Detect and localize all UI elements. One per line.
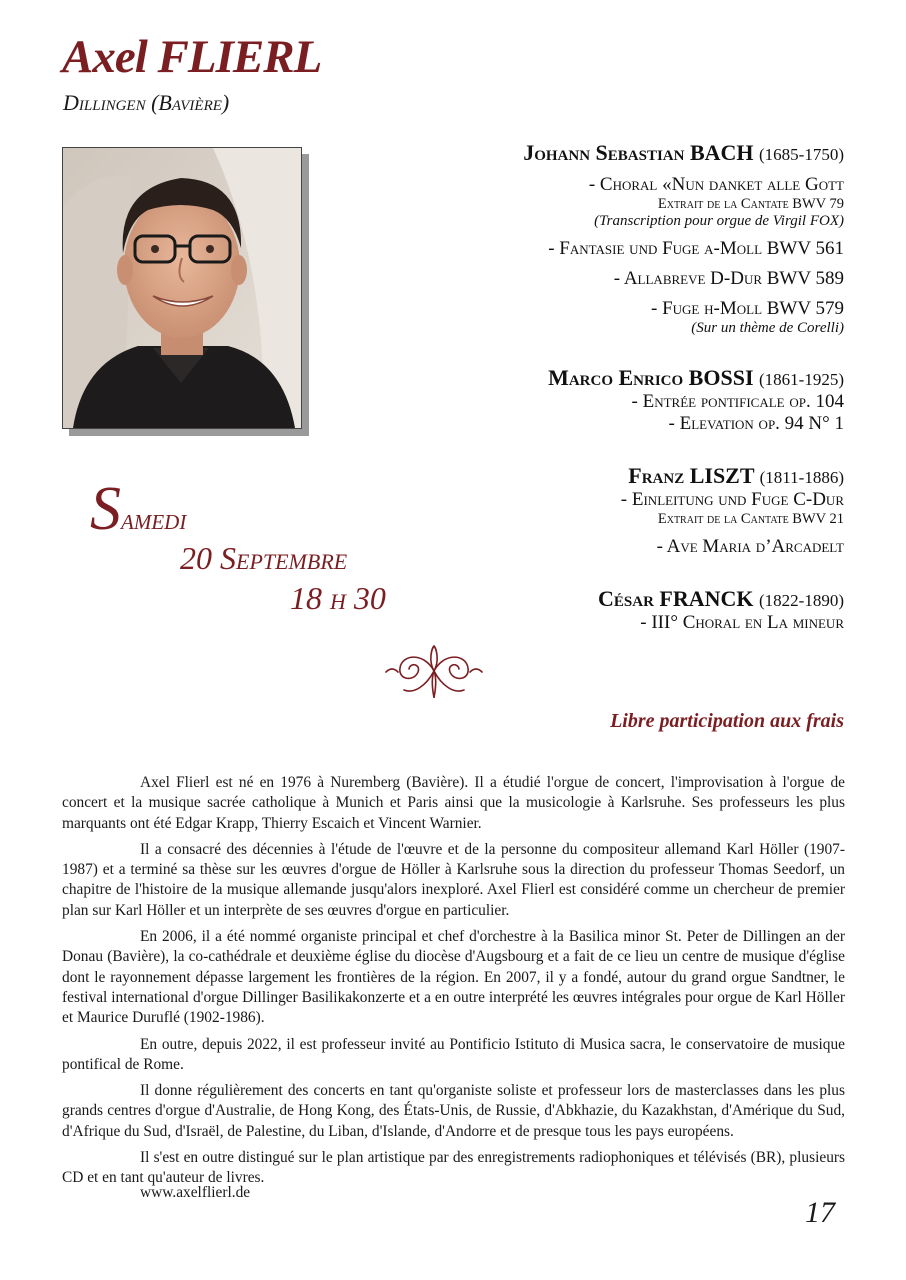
composer-dates: (1861-1925) [759, 370, 844, 389]
day-initial: S [90, 475, 121, 543]
portrait-image [63, 148, 301, 428]
piece-title: - Fuge h-Moll BWV 579 [651, 298, 844, 319]
day-rest: amedi [121, 503, 187, 536]
piece-title: - Elevation op. 94 N° 1 [668, 413, 844, 434]
performer-name: Axel FLIERL [62, 31, 322, 83]
piece-title: - Allabreve D-Dur BWV 589 [613, 268, 844, 289]
bio-paragraph: En outre, depuis 2022, il est professeur invité au Pontificio Istituto di Musica sacra, le conservatoire de musique pontifical de Rome. [62, 1035, 845, 1073]
bio-paragraph: Axel Flierl est né en 1976 à Nuremberg (Bavière). Il a étudié l'orgue de concert, l'improvisation à l'orgue de concert et la musique sacrée catholique à Munich et Paris ainsi que la musicologie à Karlsruhe. Ses professeurs les plus marquants ont été Edgar Krapp, Thierry Escaich et Vincent Warnier. [62, 774, 845, 832]
piece-note: (Transcription pour orgue de Virgil FOX) [594, 213, 844, 229]
piece-title: - Entrée pontificale op. 104 [631, 391, 844, 412]
composer-name: Marco Enrico BOSSI [548, 365, 754, 390]
composer-name: Johann Sebastian BACH [523, 140, 754, 165]
flourish-ornament-icon [384, 642, 484, 700]
bio-paragraph: En 2006, il a été nommé organiste principal et chef d'orchestre à la Basilica minor St. Peter de Dillingen an der Donau (Bavière), la co-cathédrale et deuxième église du diocèse d'Augsbourg et a fait de ce lieu un centre de musique d'église dont le rayonnement dépasse largement les frontières de la région. En 2007, il y a fondé, autour du grand orgue Sandtner, le festival international d'orgue Dillinger Basilikakonzerte et a en outre interprété les œuvres intégrales pour orgue de Karl Höller et Maurice Duruflé (1902-1986). [62, 928, 845, 1027]
piece-title: - Ave Maria d’Arcadelt [656, 536, 844, 557]
piece-title: - III° Choral en La mineur [640, 612, 844, 633]
composer-dates: (1822-1890) [759, 591, 844, 610]
admission-note: Libre participation aux frais [610, 710, 844, 732]
concert-day [90, 475, 187, 543]
piece-title: - Choral «Nun danket alle Gott [588, 174, 844, 195]
concert-program [424, 140, 844, 634]
performer-photo [62, 147, 302, 429]
website-link[interactable]: www.axelflierl.de [140, 1184, 251, 1201]
concert-time: 18 h 30 [290, 580, 386, 616]
piece-subtitle: Extrait de la Cantate BWV 79 [657, 196, 844, 212]
bio-paragraph: Il donne régulièrement des concerts en tant qu'organiste soliste et professeur lors de masterclasses dans les plus grands centres d'orgue d'Australie, de Hong Kong, des États-Unis, de Russie, d'Abkhazie, du Kazakhstan, d'Amérique du Sud, d'Afrique du Sud, d'Israël, de Palestine, du Liban, d'Islande, d'Andorre et de presque tous les pays européens. [62, 1082, 845, 1140]
composer-heading [424, 365, 844, 391]
bio-paragraph: Il a consacré des décennies à l'étude de l'œuvre et de la personne du compositeur allemand Karl Höller (1907-1987) et a terminé sa thèse sur les œuvres d'orgue de Höller à Karlsruhe sous la direction du professeur Thomas Seedorf, un chapitre de l'histoire de la musique allemande jusqu'alors inexploré. Axel Flierl est considéré comme un chercheur de premier plan sur Karl Höller et un interprète de ses œuvres d'orgue en particulier. [62, 840, 845, 919]
composer-name: César FRANCK [598, 586, 754, 611]
composer-heading [424, 586, 844, 612]
piece-title: - Einleitung und Fuge C-Dur [620, 489, 844, 510]
piece-title: - Fantasie und Fuge a-Moll BWV 561 [548, 238, 844, 259]
page-number: 17 [805, 1196, 835, 1229]
biography [62, 773, 845, 1195]
piece-subtitle: Extrait de la Cantate BWV 21 [657, 511, 844, 527]
composer-dates: (1811-1886) [759, 468, 844, 487]
bio-paragraph: Il s'est en outre distingué sur le plan artistique par des enregistrements radiophoniques et télévisés (BR), plusieurs CD et en tant qu'auteur de livres. [62, 1149, 845, 1187]
composer-heading [424, 463, 844, 489]
composer-dates: (1685-1750) [759, 145, 844, 164]
piece-note: (Sur un thème de Corelli) [691, 320, 844, 336]
composer-name: Franz LISZT [628, 463, 755, 488]
performer-city: Dillingen (Bavière) [63, 90, 230, 115]
concert-date: 20 Septembre [180, 540, 348, 576]
composer-heading [424, 140, 844, 166]
